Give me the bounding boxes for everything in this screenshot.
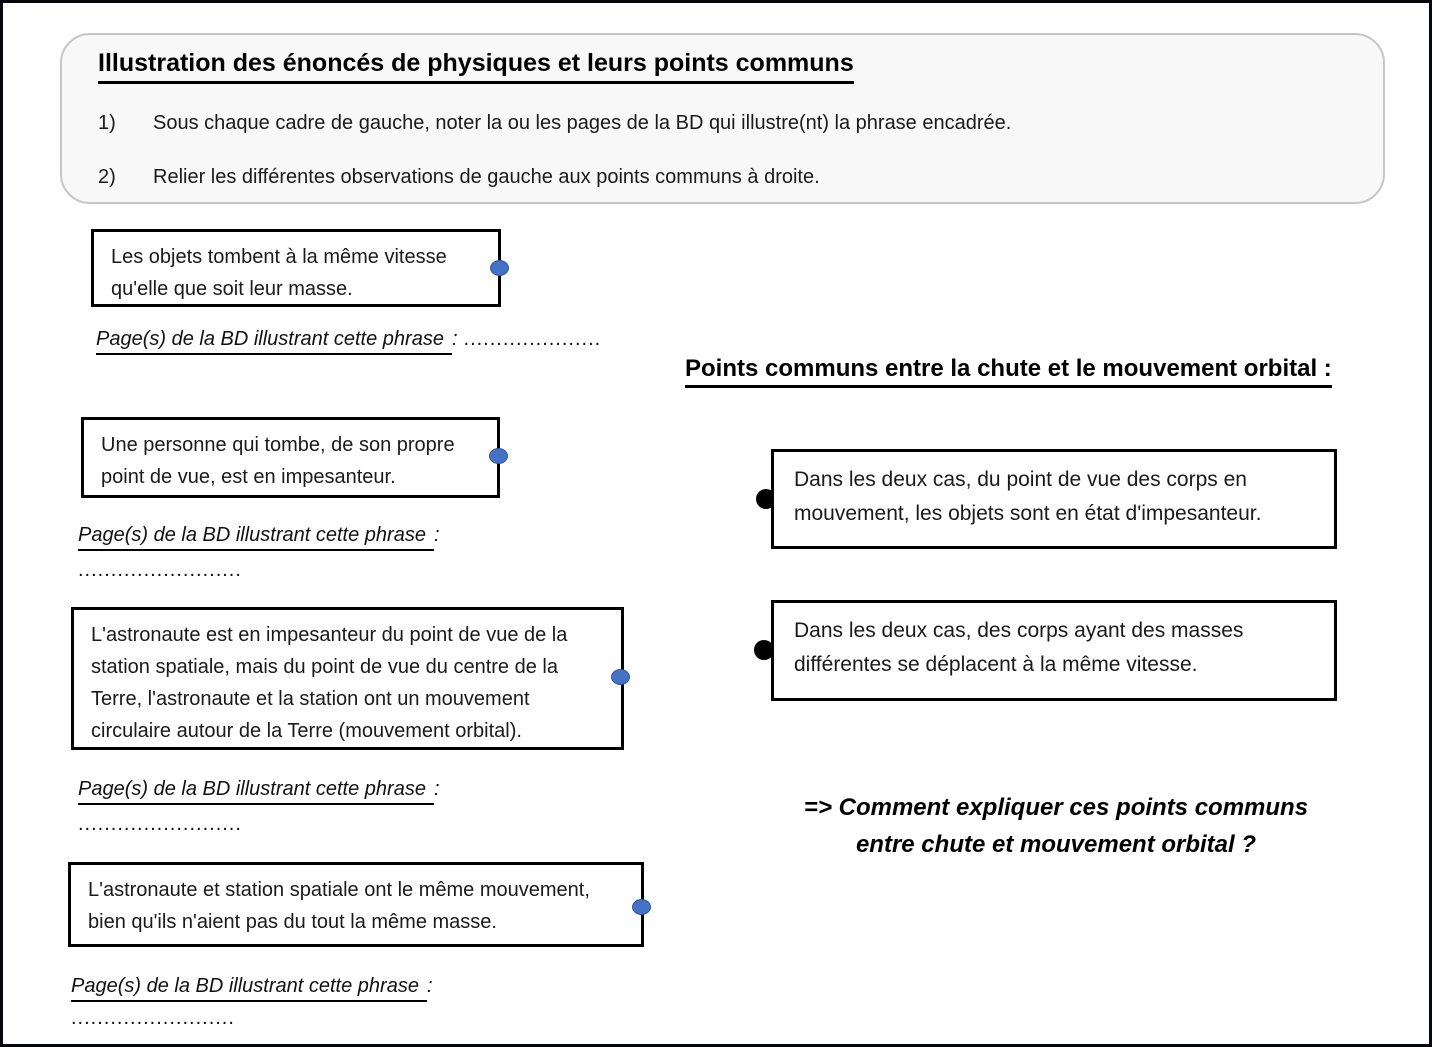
common-points-heading: [685, 355, 1332, 388]
instruction-1-number: 1): [98, 112, 116, 134]
question-text: [773, 789, 1339, 863]
statement-line: bien qu'ils n'aient pas du tout la même masse.: [88, 911, 497, 933]
answer-label: Page(s) de la BD illustrant cette phrase: [78, 524, 434, 551]
connector-dot-blue-2[interactable]: [489, 448, 508, 464]
statement-line: point de vue, est en impesanteur.: [101, 466, 396, 488]
answer-colon: :: [451, 328, 458, 350]
question-line: => Comment expliquer ces points communs: [803, 794, 1309, 821]
answer-dots-field[interactable]: .........................: [78, 813, 242, 835]
connector-dot-blue-1[interactable]: [490, 260, 509, 276]
instruction-2-text: Relier les différentes observations de gauche aux points communs à droite.: [153, 166, 820, 188]
statement-box-3: [71, 607, 624, 750]
statement-box-1: [91, 229, 501, 307]
statement-line: circulaire autour de la Terre (mouvement orbital).: [91, 720, 522, 742]
common-point-box-2: [771, 600, 1337, 701]
instruction-1-text: Sous chaque cadre de gauche, noter la ou les pages de la BD qui illustre(nt) la phrase encadrée.: [153, 112, 1012, 134]
answer-line-3: [78, 778, 440, 805]
instruction-2-number: 2): [98, 166, 116, 188]
statement-line: L'astronaute et station spatiale ont le même mouvement,: [88, 879, 590, 901]
answer-line-2: [78, 524, 440, 551]
instruction-2: [98, 166, 820, 189]
common-point-line: différentes se déplacent à la même vitesse.: [794, 653, 1198, 676]
connector-dot-blue-3[interactable]: [611, 669, 630, 685]
answer-colon: :: [426, 975, 433, 997]
answer-dots-field[interactable]: .........................: [71, 1007, 235, 1029]
answer-label: Page(s) de la BD illustrant cette phrase: [71, 975, 427, 1002]
statement-line: Les objets tombent à la même vitesse: [111, 246, 447, 268]
common-point-line: mouvement, les objets sont en état d'impesanteur.: [794, 502, 1262, 525]
answer-dots-field[interactable]: .........................: [78, 559, 242, 581]
connector-dot-blue-4[interactable]: [632, 899, 651, 915]
common-point-line: Dans les deux cas, des corps ayant des masses: [794, 619, 1244, 642]
answer-line-4: [71, 975, 433, 1002]
statement-line: qu'elle que soit leur masse.: [111, 278, 353, 300]
answer-colon: :: [433, 524, 440, 546]
answer-line-1: [96, 328, 601, 355]
common-points-heading-text: Points communs entre la chute et le mouvement orbital :: [685, 355, 1332, 388]
page-title-text: Illustration des énoncés de physiques et leurs points communs: [98, 49, 854, 84]
answer-dots-field[interactable]: .....................: [463, 328, 602, 350]
statement-box-2: [81, 417, 500, 498]
statement-line: station spatiale, mais du point de vue du centre de la: [91, 656, 558, 678]
instruction-1: [98, 112, 1011, 135]
statement-line: Terre, l'astronaute et la station ont un mouvement: [91, 688, 530, 710]
statement-line: Une personne qui tombe, de son propre: [101, 434, 455, 456]
common-point-line: Dans les deux cas, du point de vue des corps en: [794, 468, 1247, 491]
question-line: entre chute et mouvement orbital ?: [855, 831, 1257, 858]
page-title: [98, 49, 854, 84]
answer-colon: :: [433, 778, 440, 800]
statement-line: L'astronaute est en impesanteur du point de vue de la: [91, 624, 568, 646]
answer-label: Page(s) de la BD illustrant cette phrase: [96, 328, 452, 355]
statement-box-4: [68, 862, 644, 947]
header-box: [60, 33, 1385, 204]
answer-label: Page(s) de la BD illustrant cette phrase: [78, 778, 434, 805]
common-point-box-1: [771, 449, 1337, 549]
